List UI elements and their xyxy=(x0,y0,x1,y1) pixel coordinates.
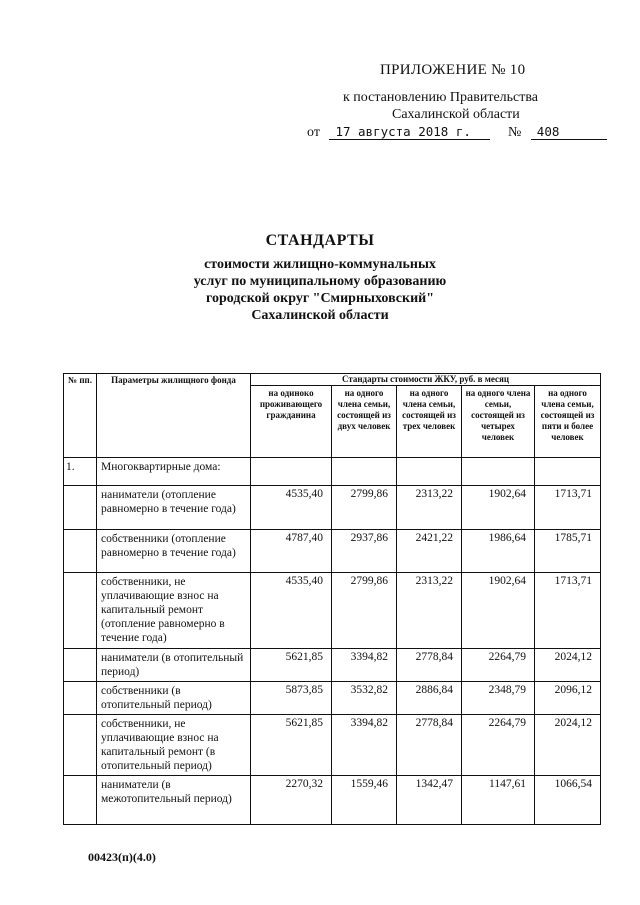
value-cell: 2348,79 xyxy=(462,682,535,715)
section-number: 1. xyxy=(64,458,97,486)
header-params-column: Параметры жилищного фонда xyxy=(97,374,251,458)
value-cell: 2937,86 xyxy=(332,530,397,573)
subheader-family-four: на одного члена семьи, состоящей из четырех человек xyxy=(462,386,535,458)
value-cell: 2799,86 xyxy=(332,573,397,649)
document-subtitle xyxy=(0,256,640,324)
subtitle-line: городской округ "Смирныховский" xyxy=(206,291,434,306)
value-cell: 2270,32 xyxy=(251,776,332,825)
value-cell: 4787,40 xyxy=(251,530,332,573)
value-cell: 2886,84 xyxy=(397,682,462,715)
standards-table xyxy=(63,373,601,825)
number-value: 408 xyxy=(531,124,607,140)
value-cell: 2313,22 xyxy=(397,573,462,649)
value-cell: 2264,79 xyxy=(462,715,535,776)
appendix-ref-line1: к постановлению Правительства xyxy=(343,90,539,105)
value-cell: 1986,64 xyxy=(462,530,535,573)
row-label: наниматели (в межотопительный период) xyxy=(97,776,251,825)
value-cell: 2024,12 xyxy=(535,649,601,682)
value-cell: 2778,84 xyxy=(397,649,462,682)
value-cell: 2421,22 xyxy=(397,530,462,573)
subtitle-line: услуг по муниципальному образованию xyxy=(193,274,447,289)
appendix-title: ПРИЛОЖЕНИЕ № 10 xyxy=(380,62,526,78)
row-label: собственники, не уплачивающие взнос на капитальный ремонт (отопление равномерно в течение года) xyxy=(97,573,251,649)
row-label: собственники (в отопительный период) xyxy=(97,682,251,715)
value-cell: 1559,46 xyxy=(332,776,397,825)
value-cell: 1342,47 xyxy=(397,776,462,825)
value-cell: 1713,71 xyxy=(535,486,601,530)
value-cell: 1902,64 xyxy=(462,573,535,649)
section-label: Многоквартирные дома: xyxy=(97,458,251,486)
subheader-single: на одиноко проживающего гражданина xyxy=(251,386,332,458)
value-cell: 3532,82 xyxy=(332,682,397,715)
number-label: № xyxy=(507,125,522,140)
value-cell: 5873,85 xyxy=(251,682,332,715)
document-code: 00423(п)(4.0) xyxy=(88,850,156,864)
subtitle-line: стоимости жилищно-коммунальных xyxy=(204,257,436,272)
value-cell: 2096,12 xyxy=(535,682,601,715)
from-label: от xyxy=(307,125,320,140)
value-cell: 2024,12 xyxy=(535,715,601,776)
row-label: собственники (отопление равномерно в течение года) xyxy=(97,530,251,573)
appendix-date-line xyxy=(307,124,607,141)
value-cell: 1785,71 xyxy=(535,530,601,573)
value-cell: 2264,79 xyxy=(462,649,535,682)
value-cell: 1902,64 xyxy=(462,486,535,530)
value-cell: 1713,71 xyxy=(535,573,601,649)
subtitle-line: Сахалинской области xyxy=(251,308,389,323)
date-value: 17 августа 2018 г. xyxy=(329,124,490,140)
subheader-family-two: на одного члена семьи, состоящей из двух человек xyxy=(332,386,397,458)
header-number-column: № пп. xyxy=(64,374,97,458)
value-cell: 3394,82 xyxy=(332,649,397,682)
value-cell: 1147,61 xyxy=(462,776,535,825)
value-cell: 3394,82 xyxy=(332,715,397,776)
value-cell: 5621,85 xyxy=(251,715,332,776)
value-cell: 5621,85 xyxy=(251,649,332,682)
value-cell: 2313,22 xyxy=(397,486,462,530)
row-label: наниматели (в отопительный период) xyxy=(97,649,251,682)
value-cell: 4535,40 xyxy=(251,486,332,530)
row-label: собственники, не уплачивающие взнос на капитальный ремонт (в отопительный период) xyxy=(97,715,251,776)
subheader-family-five-plus: на одного члена семьи, состоящей из пяти и более человек xyxy=(535,386,601,458)
value-cell: 4535,40 xyxy=(251,573,332,649)
row-label: наниматели (отопление равномерно в течение года) xyxy=(97,486,251,530)
value-cell: 2799,86 xyxy=(332,486,397,530)
appendix-ref-line2: Сахалинской области xyxy=(392,107,520,122)
value-cell: 1066,54 xyxy=(535,776,601,825)
header-standards-group: Стандарты стоимости ЖКУ, руб. в месяц xyxy=(251,374,601,386)
value-cell: 2778,84 xyxy=(397,715,462,776)
subheader-family-three: на одного члена семьи, состоящей из трех человек xyxy=(397,386,462,458)
document-title: СТАНДАРТЫ xyxy=(265,232,375,249)
